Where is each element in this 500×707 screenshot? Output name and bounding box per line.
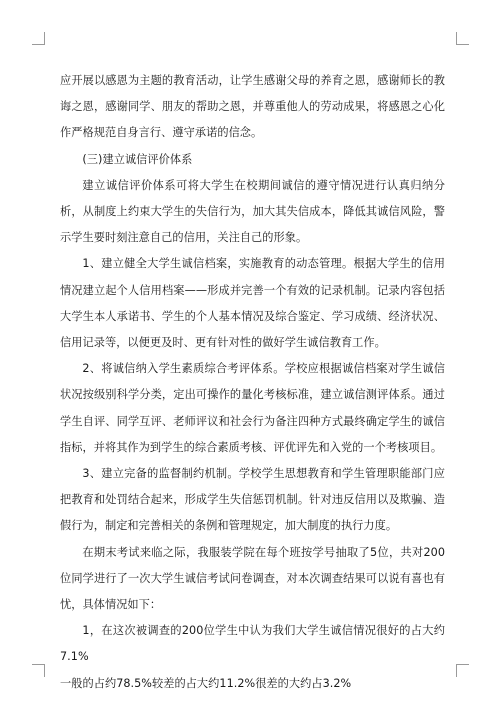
paragraph-gratitude-continuation: 应开展以感恩为主题的教育活动，让学生感谢父母的养育之恩，感谢师长的教诲之恩，感谢同学、朋友的帮助之恩，并尊重他人的劳动成果，将感恩之心化作严格规范自身言行、遵守承诺的信念。 bbox=[60, 74, 445, 140]
document-body bbox=[60, 68, 445, 697]
paragraph-item-2-assessment: 2、将诚信纳入学生素质综合考评体系。学校应根据诚信档案对学生诚信状况按级别科学分类，定出可操作的量化考核标准，建立诚信测评体系。通过学生自评、同学互评、老师评议和社会行为备注四种方式最终确定学生的诚信指标，并将其作为到学生的综合素质考核、评优评先和入党的一个考核项目。 bbox=[60, 362, 445, 454]
crop-mark-top-left bbox=[32, 32, 45, 45]
crop-mark-bottom-right bbox=[456, 664, 469, 677]
paragraph-item-3-supervision: 3、建立完备的监督制约机制。学校学生思想教育和学生管理职能部门应把教育和处罚结合起来，形成学生失信惩罚机制。针对违反信用以及欺骗、造假行为，制定和完善相关的条例和管理规定，加大制度的执行力度。 bbox=[60, 467, 445, 533]
paragraph-item-1-archive: 1、建立健全大学生诚信档案，实施教育的动态管理。根据大学生的信用情况建立起个人信用档案——形成并完善一个有效的记录机制。记录内容包括大学生本人承诺书、学生的个人基本情况及综合鉴定、学习成绩、经济状况、信用记录等，以便更及时、更有针对性的做好学生诚信教育工作。 bbox=[60, 257, 445, 350]
paragraph-survey-result-1-continued: 一般的占约78.5%较差的占大约11.2%很差的大约占3.2% bbox=[60, 676, 352, 690]
crop-mark-top-right bbox=[456, 32, 469, 45]
section-heading-integrity-evaluation: (三)建立诚信评价体系 bbox=[82, 152, 193, 166]
paragraph-evaluation-intro: 建立诚信评价体系可将大学生在校期间诚信的遵守情况进行认真归纳分析，从制度上约束大学生的失信行为，加大其失信成本，降低其诚信风险，警示学生要时刻注意自己的信用，关注自己的形象。 bbox=[60, 178, 445, 245]
crop-mark-bottom-left bbox=[32, 664, 45, 677]
paragraph-survey-intro: 在期末考试来临之际，我服装学院在每个班按学号抽取了5位，共对200位同学进行了一次大学生诚信考试问卷调查，对本次调查结果可以说有喜也有忧，具体情况如下： bbox=[60, 545, 445, 612]
paragraph-survey-result-1: 1，在这次被调查的200位学生中认为我们大学生诚信情况很好的占大约7.1% bbox=[60, 624, 445, 664]
